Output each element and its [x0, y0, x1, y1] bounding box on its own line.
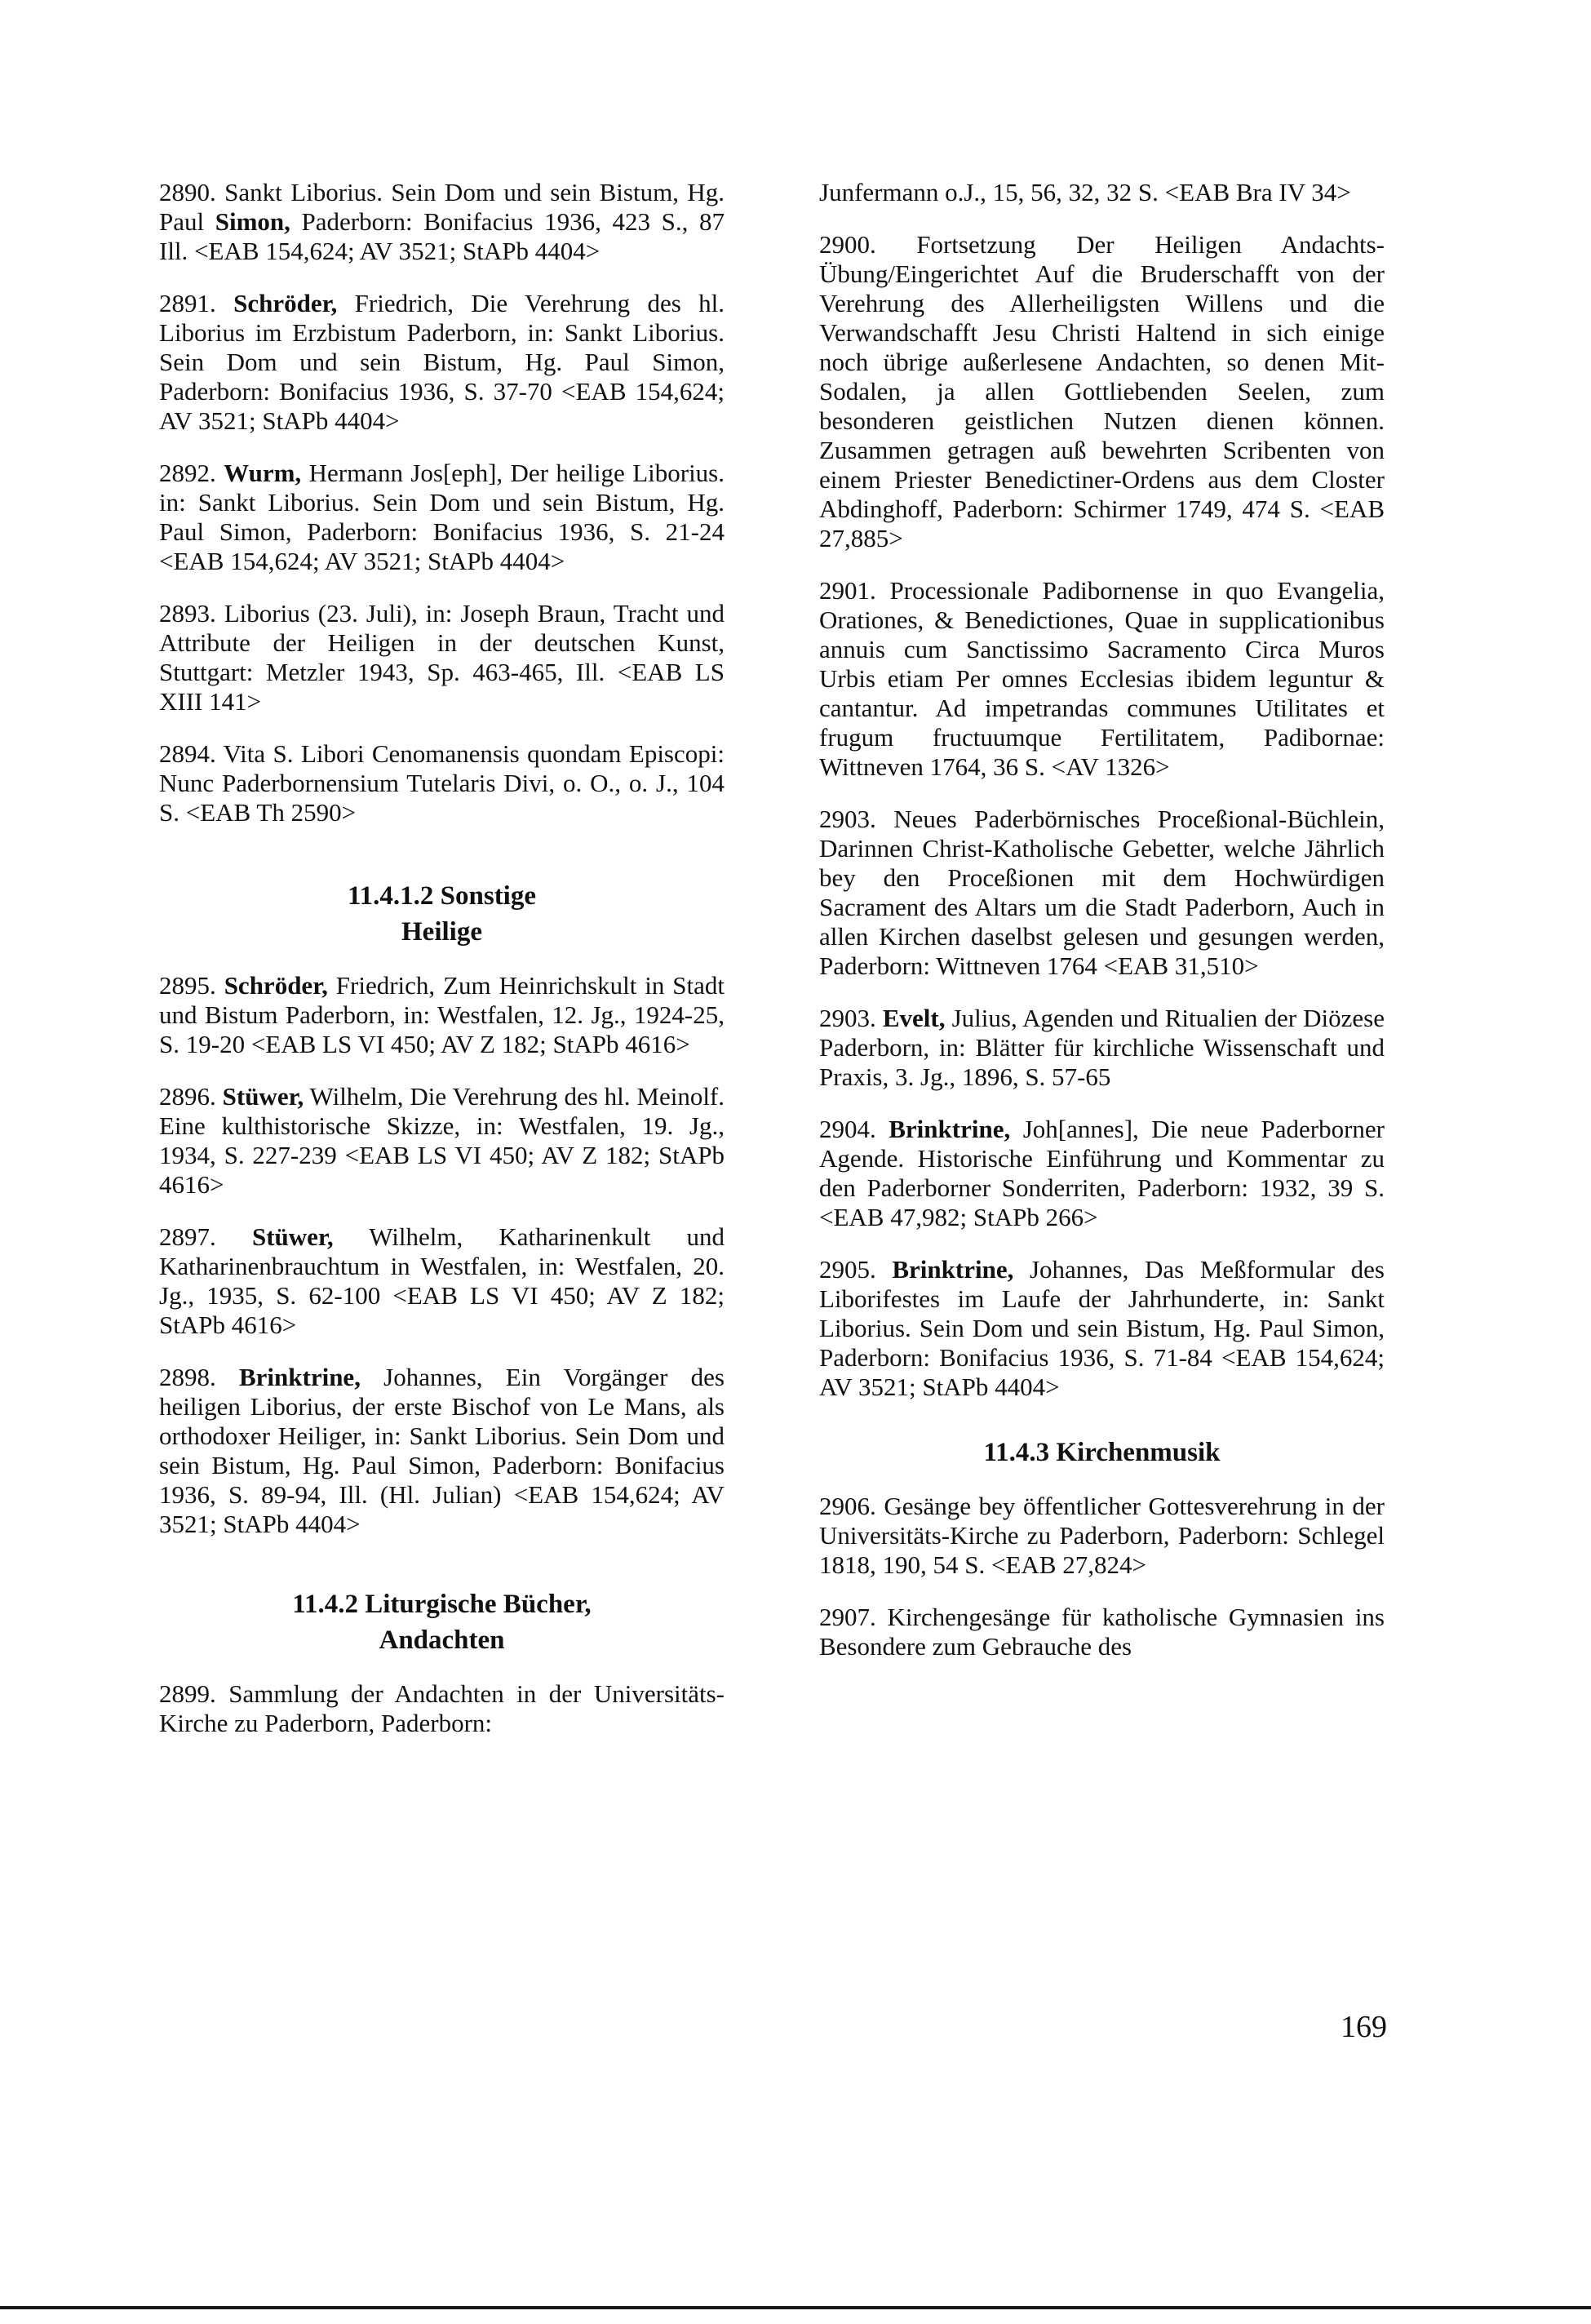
bibliography-entry — [819, 1255, 1385, 1402]
bibliography-entry — [159, 1363, 725, 1539]
author-name: Schröder, — [233, 289, 338, 317]
entry-text: 2894. Vita S. Libori Cenomanensis quondam Episcopi: Nunc Paderbornensium Tutelaris Divi, o. O., o. J., 104 S. <EAB Th 2590> — [159, 739, 725, 827]
author-name: Brinktrine, — [892, 1255, 1014, 1284]
bibliography-entry — [159, 739, 725, 827]
bibliography-entry — [819, 1115, 1385, 1232]
bibliography-entry — [819, 576, 1385, 782]
bibliography-entry — [819, 1004, 1385, 1092]
entry-text: 2901. Processionale Padibornense in quo Evangelia, Orationes, & Benedictiones, Quae in supplicationibus annuis cum Sanctissimo Sacramento Circa Muros Urbis etiam Per omnes Ecclesias ibidem leguntur & cantantur. Ad impetrandas communes Utilitates et frugum fructuumque Fertilitatem, Padibornae: Wittneven 1764, 36 S. <AV 1326> — [819, 576, 1385, 781]
entry-text: 2903. — [819, 1004, 883, 1032]
heading-line: Heilige — [401, 917, 482, 947]
entry-text: Joh[annes], Die neue Paderborner Agende. Historische Einführung und Kommentar zu den Paderborner Sonderriten, Paderborn: 1932, 39 S. <EAB 47,982; StAPb 266> — [819, 1115, 1385, 1231]
bibliography-entry — [159, 178, 725, 266]
entry-text: 2895. — [159, 971, 224, 1000]
author-name: Evelt, — [882, 1004, 946, 1032]
bibliography-entry — [819, 1492, 1385, 1580]
entry-text: Wilhelm, Katharinenkult und Katharinenbrauchtum in Westfalen, in: Westfalen, 20. Jg., 1935, S. 62-100 <EAB LS VI 450; AV Z 182; StAPb 4616> — [159, 1222, 725, 1339]
bibliography-entry — [159, 1222, 725, 1340]
entry-list-left-a — [159, 178, 725, 827]
entry-text: Johannes, Das Meßformular des Liborifestes im Laufe der Jahrhunderte, in: Sankt Liborius. Sein Dom und sein Bistum, Hg. Paul Simon, Paderborn: Bonifacius 1936, S. 71-84 <EAB 154,624; AV 3521; StAPb 4404> — [819, 1255, 1385, 1401]
right-column — [819, 178, 1385, 1684]
entry-text: 2898. — [159, 1363, 239, 1391]
entry-text: Friedrich, Die Verehrung des hl. Liborius im Erzbistum Paderborn, in: Sankt Liborius. Sein Dom und sein Bistum, Hg. Paul Simon, Paderborn: Bonifacius 1936, S. 37-70 <EAB 154,624; AV 3521; StAPb 4404> — [159, 289, 725, 435]
author-name: Brinktrine, — [238, 1363, 361, 1391]
bibliography-entry — [819, 805, 1385, 981]
heading-line: 11.4.1.2 Sonstige — [347, 881, 537, 911]
left-column — [159, 178, 725, 1761]
section-heading-kirchenmusik — [819, 1435, 1385, 1470]
heading-line: Andachten — [379, 1625, 505, 1655]
entry-text: 2892. — [159, 459, 224, 487]
entry-text: Friedrich, Zum Heinrichskult in Stadt und Bistum Paderborn, in: Westfalen, 12. Jg., 1924-25, S. 19-20 <EAB LS VI 450; AV Z 182; StAPb 4616> — [159, 971, 725, 1058]
heading-line: 11.4.3 Kirchenmusik — [983, 1438, 1221, 1467]
author-name: Brinktrine, — [889, 1115, 1011, 1143]
bibliography-entry — [819, 178, 1385, 207]
entry-text: Junfermann o.J., 15, 56, 32, 32 S. <EAB Bra IV 34> — [819, 178, 1351, 206]
entry-text: 2906. Gesänge bey öffentlicher Gottesverehrung in der Universitäts-Kirche zu Paderborn, Paderborn: Schlegel 1818, 190, 54 S. <EAB 27,824> — [819, 1492, 1385, 1579]
bibliography-entry — [159, 1679, 725, 1738]
entry-list-left-c — [159, 1679, 725, 1738]
entry-text: 2903. Neues Paderbörnisches Proceßional-Büchlein, Darinnen Christ-Katholische Gebetter, welche Jährlich bey den Proceßionen mit dem Hochwürdigen Sacrament des Altars um die Stadt Paderborn, Auch in allen Kirchen daselbst gelesen und gesungen werden, Paderborn: Wittneven 1764 <EAB 31,510> — [819, 805, 1385, 980]
page-number: 169 — [1341, 2010, 1387, 2044]
entry-text: 2904. — [819, 1115, 889, 1143]
bibliography-entry — [819, 1603, 1385, 1661]
entry-text: Hermann Jos[eph], Der heilige Liborius. in: Sankt Liborius. Sein Dom und sein Bistum, Hg. Paul Simon, Paderborn: Bonifacius 1936, S. 21-24 <EAB 154,624; AV 3521; StAPb 4404> — [159, 459, 725, 575]
author-name: Schröder, — [224, 971, 328, 1000]
section-heading-sonstige-heilige — [159, 878, 725, 950]
entry-text: Johannes, Ein Vorgänger des heiligen Liborius, der erste Bischof von Le Mans, als orthodoxer Heiliger, in: Sankt Liborius. Sein Dom und sein Bistum, Hg. Paul Simon, Paderborn: Bonifacius 1936, S. 89-94, Ill. (Hl. Julian) <EAB 154,624; AV 3521; StAPb 4404> — [159, 1363, 725, 1538]
entry-text: 2897. — [159, 1222, 252, 1251]
entry-list-right-b — [819, 1492, 1385, 1661]
bibliography-entry — [159, 459, 725, 576]
entry-text: Paderborn: Bonifacius 1936, 423 S., 87 Ill. <EAB 154,624; AV 3521; StAPb 4404> — [159, 207, 725, 265]
entry-text: 2891. — [159, 289, 234, 317]
author-name: Wurm, — [224, 459, 302, 487]
entry-text: Wilhelm, Die Verehrung des hl. Meinolf. Eine kulthistorische Skizze, in: Westfalen, 19. Jg., 1934, S. 227-239 <EAB LS VI 450; AV Z 182; StAPb 4616> — [159, 1082, 725, 1199]
author-name: Stüwer, — [251, 1222, 334, 1251]
entry-list-right-a — [819, 178, 1385, 1402]
entry-list-left-b — [159, 971, 725, 1539]
author-name: Simon, — [215, 207, 290, 236]
bottom-rule — [0, 2306, 1591, 2309]
entry-text: 2893. Liborius (23. Juli), in: Joseph Braun, Tracht und Attribute der Heiligen in der deutschen Kunst, Stuttgart: Metzler 1943, Sp. 463-465, Ill. <EAB LS XIII 141> — [159, 599, 725, 716]
bibliography-entry — [159, 1082, 725, 1200]
heading-line: 11.4.2 Liturgische Bücher, — [292, 1590, 592, 1619]
bibliography-entry — [159, 599, 725, 716]
author-name: Stüwer, — [222, 1082, 304, 1111]
section-heading-liturgische-buecher — [159, 1586, 725, 1658]
entry-text: 2896. — [159, 1082, 223, 1111]
bibliography-entry — [159, 289, 725, 436]
entry-text: 2907. Kirchengesänge für katholische Gymnasien ins Besondere zum Gebrauche des — [819, 1603, 1385, 1661]
bibliography-entry — [819, 230, 1385, 553]
entry-text: 2905. — [819, 1255, 893, 1284]
entry-text: Julius, Agenden und Ritualien der Diözese Paderborn, in: Blätter für kirchliche Wissenschaft und Praxis, 3. Jg., 1896, S. 57-65 — [819, 1004, 1385, 1091]
entry-text: 2899. Sammlung der Andachten in der Universitäts-Kirche zu Paderborn, Paderborn: — [159, 1679, 725, 1737]
entry-text: 2900. Fortsetzung Der Heiligen Andachts-Übung/Eingerichtet Auf die Bruderschafft von der Verehrung des Allerheiligsten Willens und die Verwandschafft Jesu Christi Haltend in sich einige noch übrige außerlesene Andachten, so denen Mit-Sodalen, ja allen Gottliebenden Seelen, zum besonderen geistlichen Nutzen dienen können. Zusammen getragen auß bewehrten Scribenten von einem Priester Benedictiner-Ordens aus dem Closter Abdinghoff, Paderborn: Schirmer 1749, 474 S. <EAB 27,885> — [819, 230, 1385, 552]
entry-text: 2890. Sankt Liborius. Sein Dom und sein Bistum, Hg. Paul — [159, 178, 725, 236]
bibliography-entry — [159, 971, 725, 1059]
